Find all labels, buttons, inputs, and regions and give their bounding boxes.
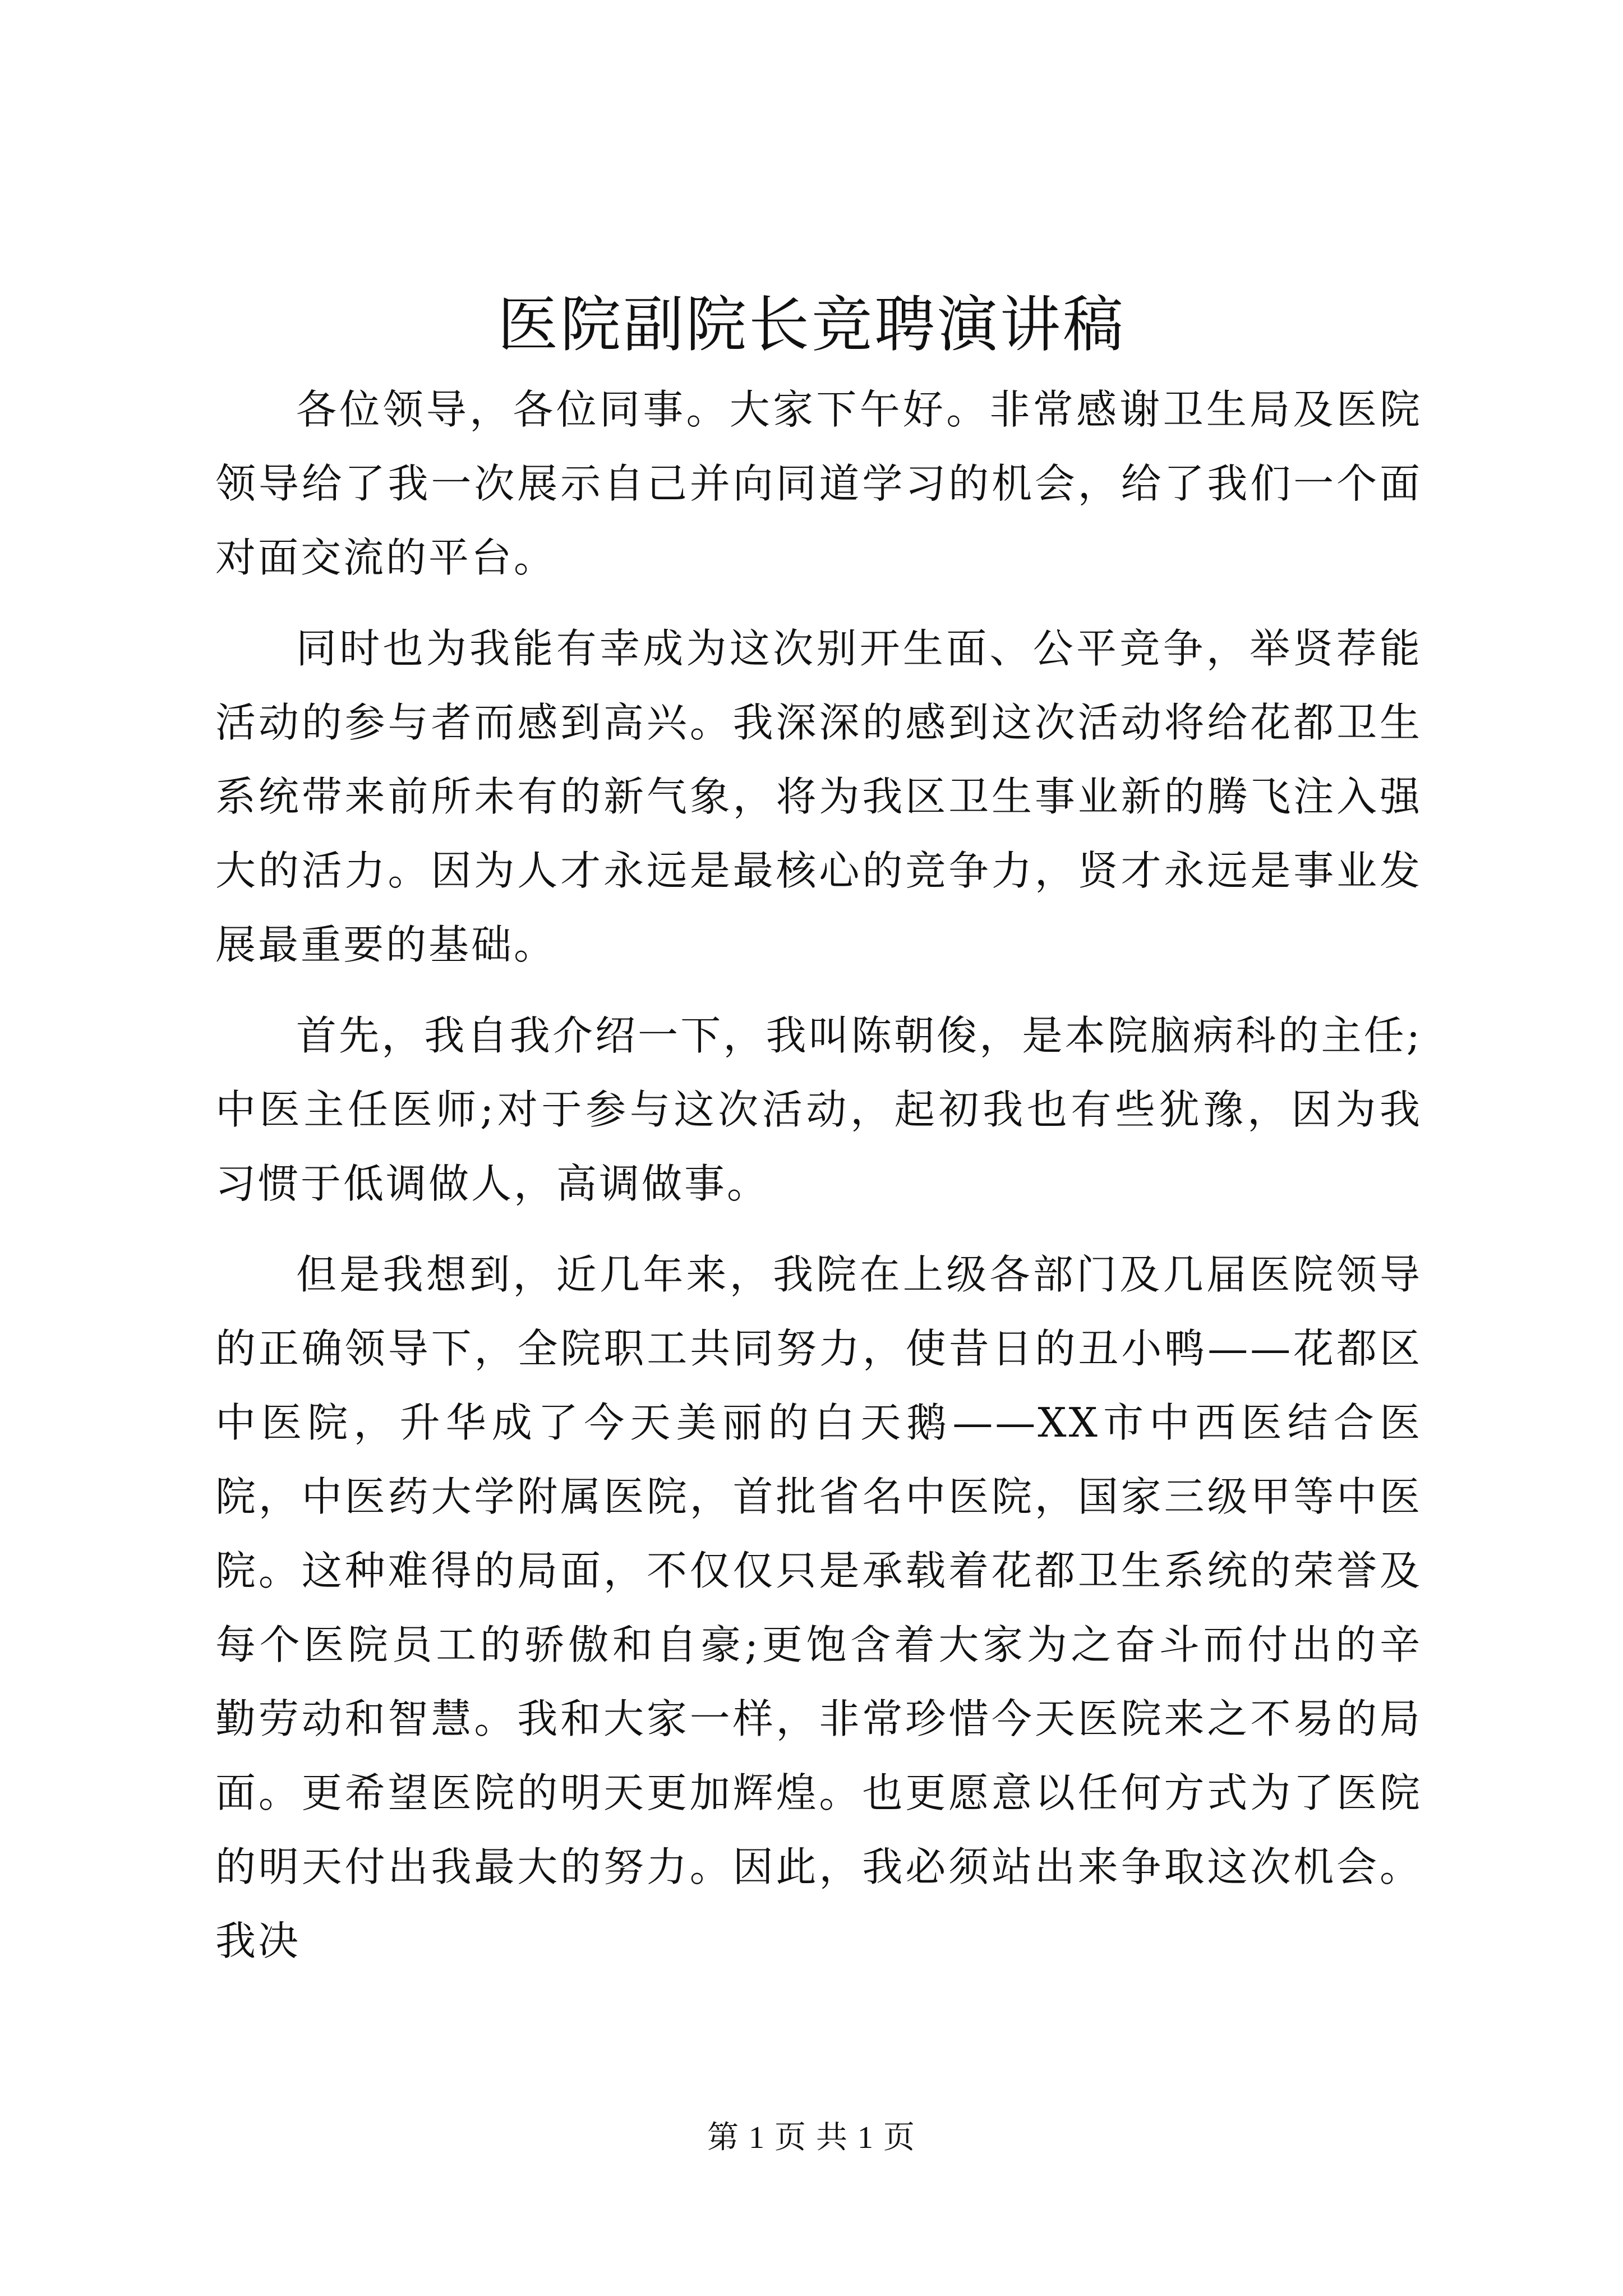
paragraph-activity: 同时也为我能有幸成为这次别开生面、公平竞争，举贤荐能活动的参与者而感到高兴。我深深的感到这次活动将给花都卫生系统带来前所未有的新气象，将为我区卫生事业新的腾飞注入强大的活力。因为人才永远是最核心的竞争力，贤才永远是事业发展最重要的基础。 xyxy=(215,625,1422,968)
paragraph-hospital-history: 但是我想到，近几年来，我院在上级各部门及几届医院领导的正确领导下，全院职工共同努力，使昔日的丑小鸭——花都区中医院，升华成了今天美丽的白天鹅——XX市中西医结合医院，中医药大学附属医院，首批省名中医院，国家三级甲等中医院。这种难得的局面，不仅仅只是承载着花都卫生系统的荣誉及每个医院员工的骄傲和自豪;更饱含着大家为之奋斗而付出的辛勤劳动和智慧。我和大家一样，非常珍惜今天医院来之不易的局面。更希望医院的明天更加辉煌。也更愿意以任何方式为了医院的明天付出我最大的努力。因此，我必须站出来争取这次机会。我决 xyxy=(215,1251,1422,1964)
paragraph-greeting: 各位领导，各位同事。大家下午好。非常感谢卫生局及医院领导给了我一次展示自己并向同道学习的机会，给了我们一个面对面交流的平台。 xyxy=(215,386,1422,581)
document-title: 医院副院长竞聘演讲稿 xyxy=(497,290,1126,360)
paragraph-self-introduction: 首先，我自我介绍一下，我叫陈朝俊，是本院脑病科的主任;中医主任医师;对于参与这次活动，起初我也有些犹豫，因为我习惯于低调做人，高调做事。 xyxy=(215,1012,1422,1207)
page-number-footer: 第 1 页 共 1 页 xyxy=(707,2120,916,2155)
document-body xyxy=(215,372,1422,1995)
